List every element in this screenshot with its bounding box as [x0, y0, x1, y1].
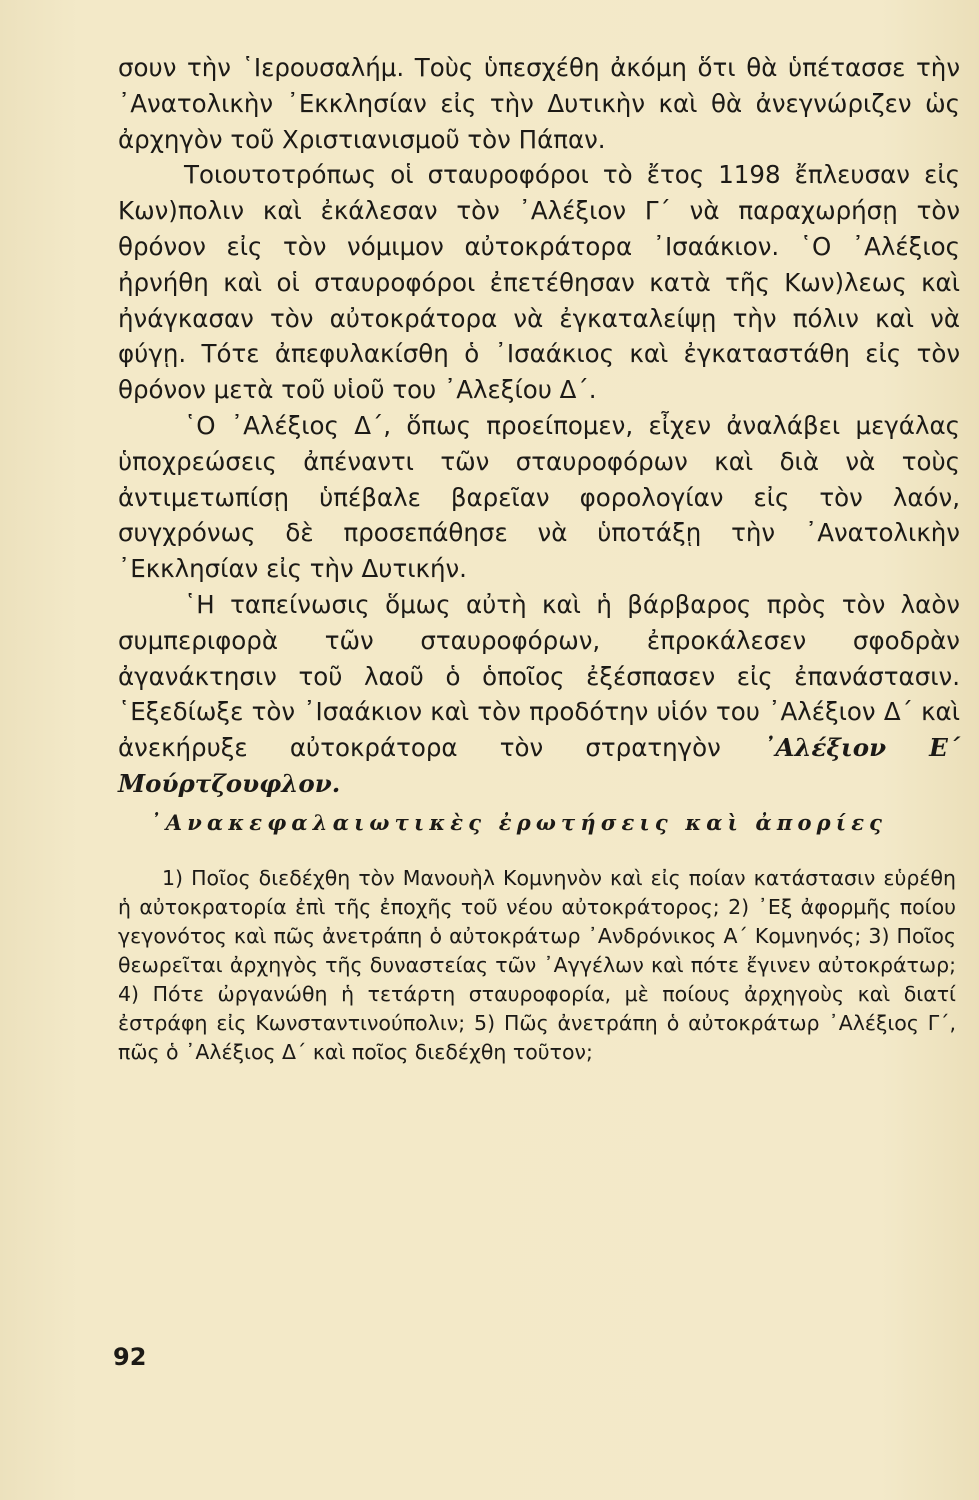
main-text — [118, 50, 960, 802]
paragraph-1: σουν τὴν ῾Ιερουσαλήμ. Τοὺς ὑπεσχέθη ἀκόμη ὅτι θὰ ὑπέτασσε τὴν ᾿Ανατολικὴν ᾿Εκκλησίαν εἰς τὴν Δυτικὴν καὶ θὰ ἀνεγνώριζεν ὡς ἀρχηγὸν τοῦ Χριστιανισμοῦ τὸν Πάπαν. — [118, 53, 960, 154]
questions-heading: ᾿Ανακεφαλαιωτικὲς ἐρωτήσεις καὶ ἀπορίες — [150, 810, 888, 835]
review-questions — [118, 864, 956, 1067]
emperor-name: ᾿Αλέξιον Ε΄ Μούρτζουφλον. — [118, 733, 961, 798]
page-number: 92 — [113, 1343, 147, 1371]
questions-paragraph: 1) Ποῖος διεδέχθη τὸν Μανουὴλ Κομνηνὸν καὶ εἰς ποίαν κατάστασιν εὑρέθη ἡ αὐτοκρατορία ἐπὶ τῆς ἐποχῆς τοῦ νέου αὐτοκράτορος; 2) ᾿Εξ ἀφορμῆς ποίου γεγονότος καὶ πῶς ἀνετράπη ὁ αὐτοκράτωρ ᾿Ανδρόνικος Α΄ Κομνηνός; 3) Ποῖος θεωρεῖται ἀρχηγὸς τῆς δυναστείας τῶν ᾿Αγγέλων καὶ πότε ἔγινεν αὐτοκράτωρ; 4) Πότε ὠργανώθη ἡ τετάρτη σταυροφορία, μὲ ποίους ἀρχηγοὺς καὶ διατί ἐστράφη εἰς Κωνσταντινούπολιν; 5) Πῶς ἀνετράπη ὁ αὐτοκράτωρ ᾿Αλέξιος Γ΄, πῶς ὁ ᾿Αλέξιος Δ΄ καὶ ποῖος διεδέχθη τοῦτον; — [118, 866, 956, 1064]
paragraph-2: Τοιουτοτρόπως οἱ σταυροφόροι τὸ ἔτος 1198 ἔπλευσαν εἰς Κων)πολιν καὶ ἐκάλεσαν τὸν ᾿Αλέξιον Γ΄ νὰ παραχωρήσῃ τὸν θρόνον εἰς τὸν νόμιμον αὐτοκράτορα ᾿Ισαάκιον. ῾Ο ᾿Αλέξιος ἠρνήθη καὶ οἱ σταυροφόροι ἐπετέθησαν κατὰ τῆς Κων)λεως καὶ ἠνάγκασαν τὸν αὐτοκράτορα νὰ ἐγκαταλείψῃ τὴν πόλιν καὶ νὰ φύγῃ. Τότε ἀπεφυλακίσθη ὁ ᾿Ισαάκιος καὶ ἐγκαταστάθη εἰς τὸν θρόνον μετὰ τοῦ υἱοῦ του ᾿Αλεξίου Δ΄. — [118, 160, 960, 405]
paragraph-4-text: ῾Η ταπείνωσις ὅμως αὐτὴ καὶ ἡ βάρβαρος πρὸς τὸν λαὸν συμπεριφορὰ τῶν σταυροφόρων, ἐπροκάλεσεν σφοδρὰν ἀγανάκτησιν τοῦ λαοῦ ὁ ὁποῖος ἐξέσπασεν εἰς ἐπανάστασιν. ῾Εξεδίωξε τὸν ᾿Ισαάκιον καὶ τὸν προδότην υἱόν του ᾿Αλέξιον Δ΄ καὶ ἀνεκήρυξε αὐτοκράτορα τὸν στρατηγὸν — [118, 589, 960, 763]
paragraph-3: ῾Ο ᾿Αλέξιος Δ΄, ὅπως προείπομεν, εἶχεν ἀναλάβει μεγάλας ὑποχρεώσεις ἀπέναντι τῶν σταυροφόρων καὶ διὰ νὰ τοὺς ἀντιμετωπίσῃ ὑπέβαλε βαρεῖαν φορολογίαν εἰς τὸν λαόν, συγχρόνως δὲ προσεπάθησε νὰ ὑποτάξῃ τὴν ᾿Ανατολικὴν ᾿Εκκλησίαν εἰς τὴν Δυτικήν. — [118, 410, 960, 584]
paragraph-4 — [118, 587, 960, 802]
